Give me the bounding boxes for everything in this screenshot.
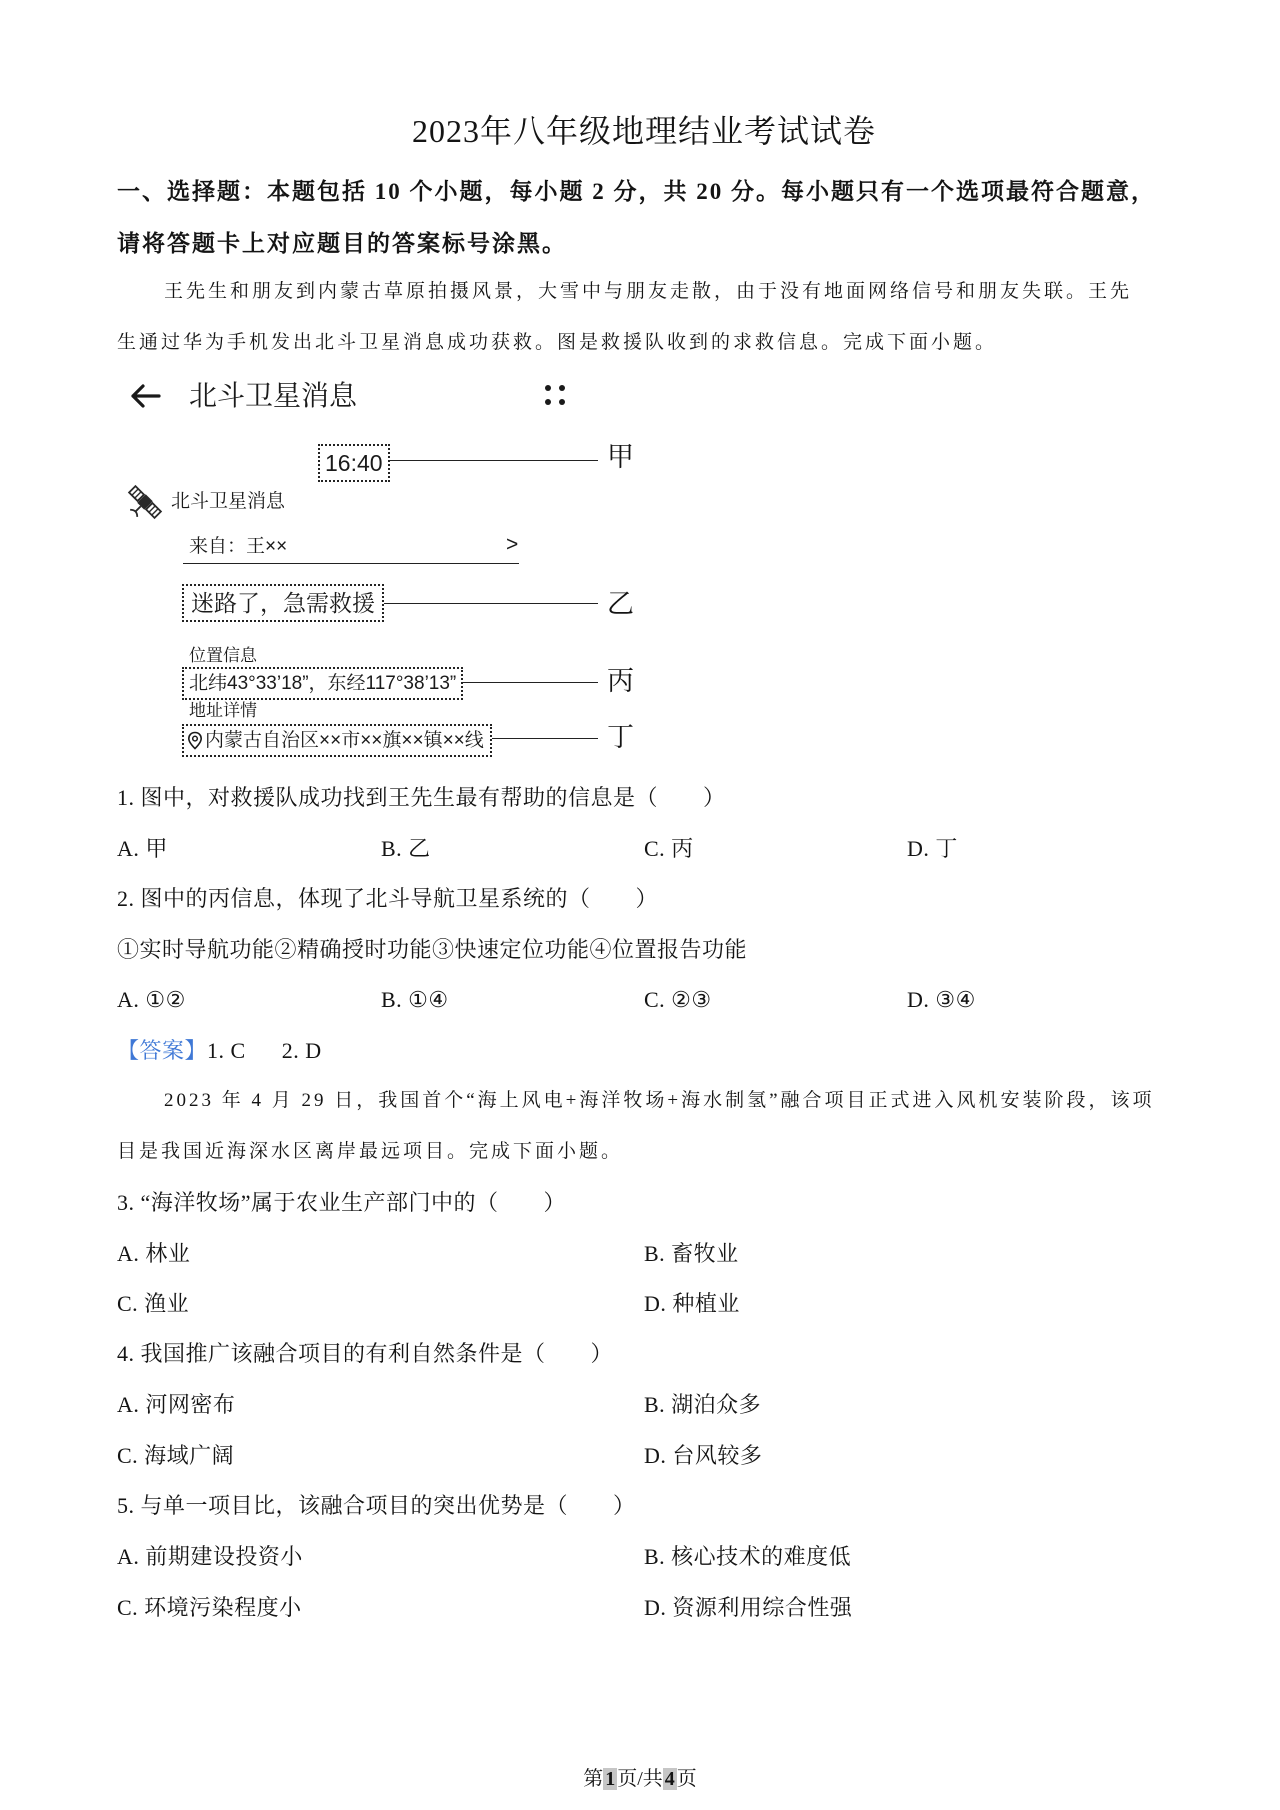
question-5-option-d: D. 资源利用综合性强 bbox=[644, 1595, 853, 1620]
menu-dots-icon bbox=[543, 383, 567, 407]
question-5-option-a: A. 前期建设投资小 bbox=[117, 1544, 303, 1569]
question-2-stem: 2. 图中的丙信息，体现了北斗导航卫星系统的（ ） bbox=[117, 886, 659, 911]
question-4-option-a: A. 河网密布 bbox=[117, 1392, 236, 1417]
figure-sub-title: 北斗卫星消息 bbox=[171, 491, 286, 512]
label-yi: 乙 bbox=[607, 589, 634, 619]
label-jia: 甲 bbox=[607, 442, 634, 472]
answer-line bbox=[117, 1040, 322, 1062]
question-2-option-b: B. ①④ bbox=[381, 987, 449, 1012]
current-page-number: 1 bbox=[605, 1768, 616, 1790]
passage1-line-2: 生通过华为手机发出北斗卫星消息成功获救。图是救援队收到的求救信息。完成下面小题。 bbox=[117, 332, 998, 353]
exam-title: 2023年八年级地理结业考试试卷 bbox=[411, 113, 876, 149]
question-1-option-d: D. 丁 bbox=[907, 836, 958, 861]
sender-text: 来自：王×× bbox=[189, 536, 288, 557]
passage2-line-2: 目是我国近海深水区离岸最远项目。完成下面小题。 bbox=[117, 1141, 624, 1162]
location-label: 位置信息 bbox=[189, 646, 257, 665]
leader-line-jia bbox=[370, 460, 598, 461]
question-5-option-b: B. 核心技术的难度低 bbox=[644, 1544, 852, 1569]
message-box bbox=[182, 584, 384, 622]
question-4-option-c: C. 海域广阔 bbox=[117, 1443, 235, 1468]
leader-line-yi bbox=[360, 603, 598, 604]
footer-middle: 页/共 bbox=[617, 1768, 663, 1790]
total-pages-number: 4 bbox=[664, 1768, 675, 1790]
question-5-option-c: C. 环境污染程度小 bbox=[117, 1595, 302, 1620]
address-value: 内蒙古自治区××市××旗××镇××线 bbox=[205, 730, 484, 751]
question-3-stem: 3. “海洋牧场”属于农业生产部门中的（ ） bbox=[117, 1190, 567, 1215]
time-text: 16:40 bbox=[325, 449, 383, 476]
question-2-option-a: A. ①② bbox=[117, 987, 186, 1012]
question-1-option-a: A. 甲 bbox=[117, 836, 168, 861]
question-3-option-b: B. 畜牧业 bbox=[644, 1241, 739, 1266]
footer-prefix: 第 bbox=[583, 1768, 604, 1790]
question-1-option-c: C. 丙 bbox=[644, 836, 694, 861]
question-1-stem: 1. 图中，对救援队成功找到王先生最有帮助的信息是（ ） bbox=[117, 785, 726, 810]
back-arrow-icon bbox=[129, 383, 161, 409]
question-3-option-c: C. 渔业 bbox=[117, 1291, 190, 1316]
question-1-option-b: B. 乙 bbox=[381, 836, 431, 861]
question-3-option-a: A. 林业 bbox=[117, 1241, 191, 1266]
location-box bbox=[182, 667, 463, 700]
section-heading-line-1: 一、选择题：本题包括 10 个小题，每小题 2 分，共 20 分。每小题只有一个选项最符合题意， bbox=[117, 179, 1156, 204]
figure-app-title: 北斗卫星消息 bbox=[189, 380, 358, 411]
question-2-option-c: C. ②③ bbox=[644, 987, 712, 1012]
message-text: 迷路了，急需救援 bbox=[191, 589, 375, 616]
question-2-statement: ①实时导航功能②精确授时功能③快速定位功能④位置报告功能 bbox=[117, 937, 748, 962]
footer-suffix: 页 bbox=[676, 1768, 697, 1790]
sender-underline bbox=[183, 563, 519, 564]
question-3-option-d: D. 种植业 bbox=[644, 1291, 740, 1316]
answer-item-1: 1. C bbox=[207, 1038, 246, 1063]
question-2-option-d: D. ③④ bbox=[907, 987, 976, 1012]
section-heading-line-2: 请将答题卡上对应题目的答案标号涂黑。 bbox=[117, 231, 567, 256]
address-label: 地址详情 bbox=[189, 701, 257, 720]
satellite-icon bbox=[125, 482, 165, 522]
location-value: 北纬43°33’18”，东经117°38’13” bbox=[189, 673, 457, 694]
address-box bbox=[182, 724, 492, 757]
label-ding: 丁 bbox=[607, 722, 634, 752]
question-4-option-d: D. 台风较多 bbox=[644, 1443, 763, 1468]
question-5-stem: 5. 与单一项目比，该融合项目的突出优势是（ ） bbox=[117, 1493, 636, 1518]
passage2-line-1: 2023 年 4 月 29 日，我国首个“海上风电+海洋牧场+海水制氢”融合项目正式进入风机安装阶段，该项 bbox=[164, 1090, 1155, 1111]
answer-label: 【答案】 bbox=[117, 1038, 208, 1063]
passage1-line-1: 王先生和朋友到内蒙古草原拍摄风景，大雪中与朋友走散，由于没有地面网络信号和朋友失联。王先 bbox=[164, 281, 1133, 302]
chevron-right-icon: > bbox=[506, 533, 519, 556]
page-footer bbox=[0, 1769, 1280, 1789]
location-pin-icon bbox=[187, 731, 203, 750]
question-4-option-b: B. 湖泊众多 bbox=[644, 1392, 762, 1417]
answer-item-2: 2. D bbox=[281, 1038, 322, 1063]
question-4-stem: 4. 我国推广该融合项目的有利自然条件是（ ） bbox=[117, 1341, 614, 1366]
label-bing: 丙 bbox=[607, 666, 634, 696]
time-box bbox=[318, 444, 390, 482]
